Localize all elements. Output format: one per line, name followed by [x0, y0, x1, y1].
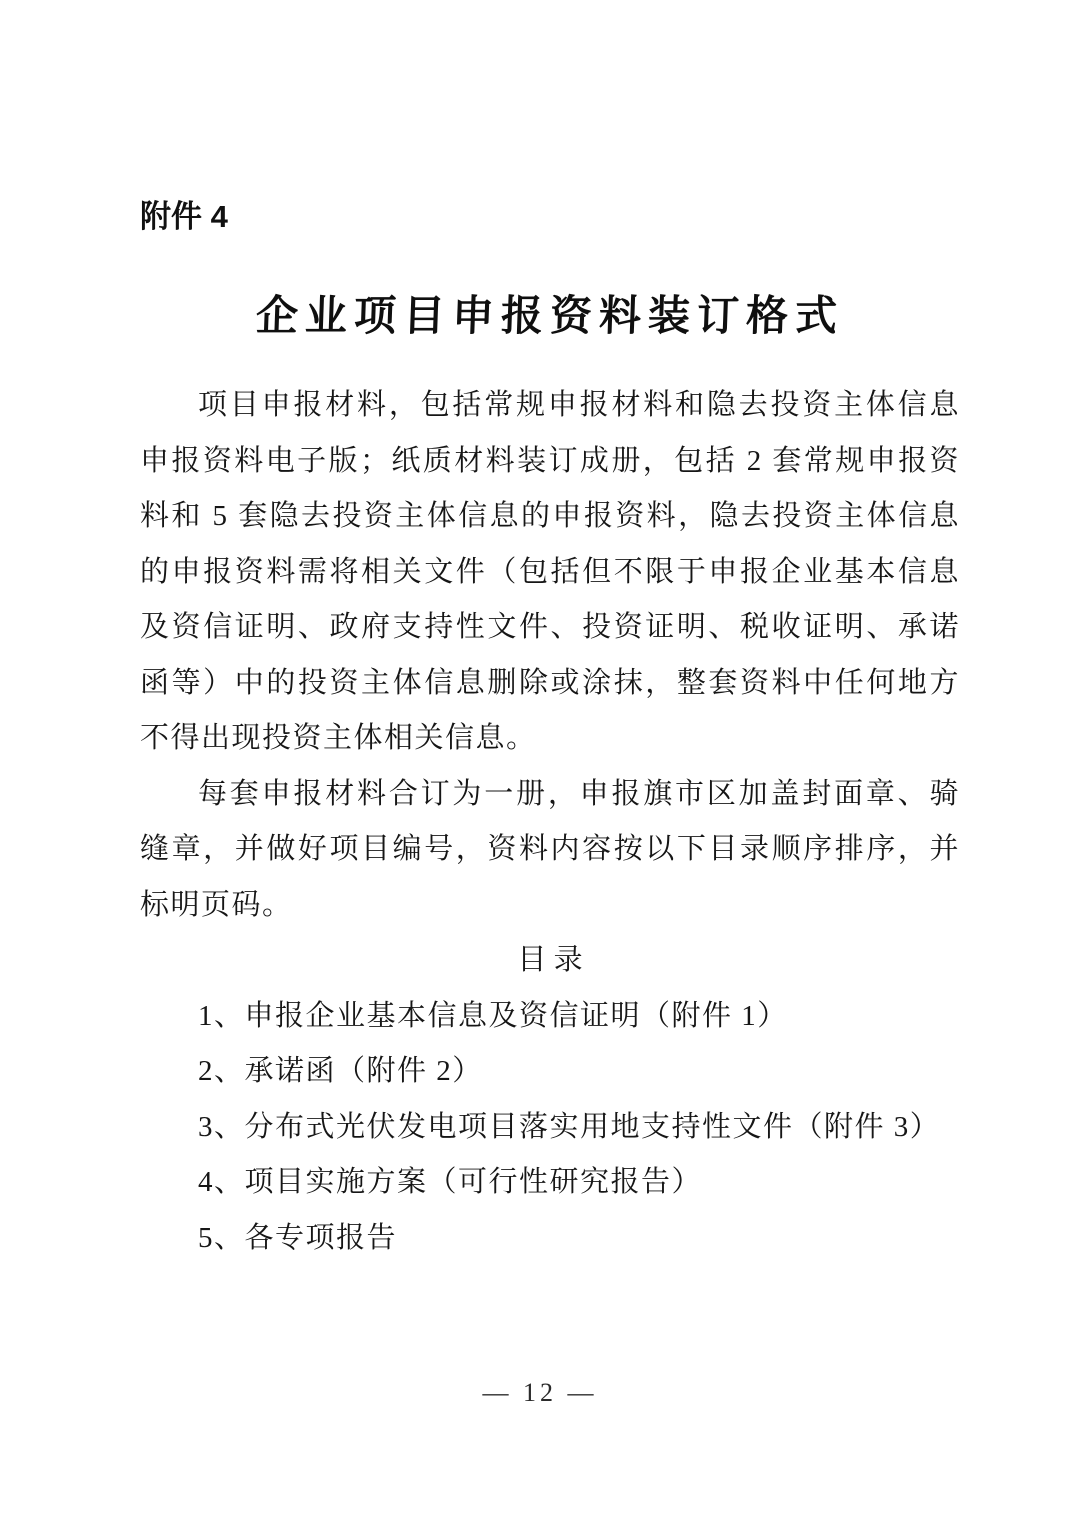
toc-item: 3、分布式光伏发电项目落实用地支持性文件（附件 3） [198, 1110, 941, 1143]
toc-item: 2、承诺函（附件 2） [198, 1055, 483, 1087]
toc-item: 4、项目实施方案（可行性研究报告） [198, 1166, 703, 1198]
page-number: — 12 — [482, 1378, 598, 1407]
toc-item: 5、各专项报告 [198, 1221, 398, 1254]
document-body [140, 378, 960, 933]
attachment-label: 附件 4 [140, 199, 228, 234]
toc-list [140, 989, 960, 1267]
toc-heading: 目 录 [517, 944, 583, 976]
toc-item: 1、申报企业基本信息及资信证明（附件 1） [198, 999, 788, 1032]
document-title: 企业项目申报资料装订格式 [255, 294, 845, 340]
paragraph: 每套申报材料合订为一册，申报旗市区加盖封面章、骑缝章，并做好项目编号，资料内容按以下目录顺序排序，并标明页码。 [140, 777, 960, 921]
paragraph: 项目申报材料，包括常规申报材料和隐去投资主体信息申报资料电子版；纸质材料装订成册，包括 2 套常规申报资料和 5 套隐去投资主体信息的申报资料，隐去投资主体信息的申报资料需将相关文件（包括但不限于申报企业基本信息及资信证明、政府支持性文件、投资证明、税收证明、承诺函等）中的投资主体信息删除或涂抹，整套资料中任何地方不得出现投资主体相关信息。 [140, 389, 960, 754]
